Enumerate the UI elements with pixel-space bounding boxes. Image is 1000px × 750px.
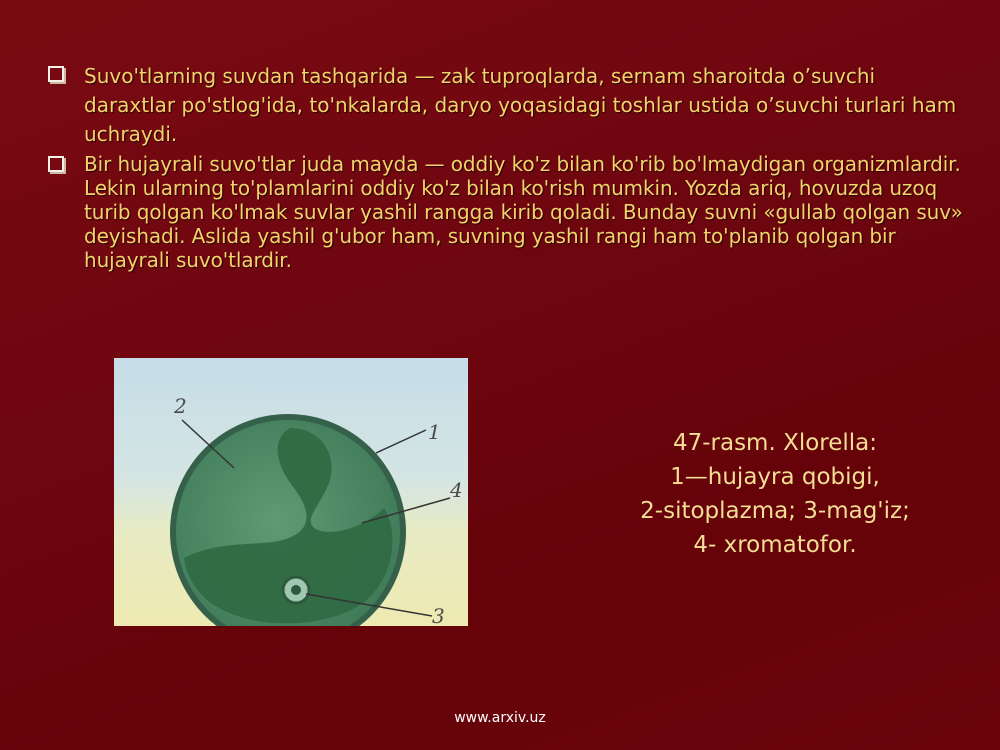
- label-3: 3: [432, 604, 445, 628]
- checkbox-bullet-icon: [48, 156, 64, 172]
- bullet-text: Suvo'tlarning suvdan tashqarida — zak tuproqlarda, sernam sharoitda o’suvchi daraxtlar po'stlog'ida, to'nkalarda, daryo yoqasidagi toshlar ustida o’suvchi turlari ham uchraydi.: [84, 64, 957, 146]
- footer-url: www.arxiv.uz: [454, 710, 546, 726]
- bullet-text: Bir hujayrali suvo'tlar juda mayda — oddiy ko'z bilan ko'rib bo'lmaydigan organizmlardir. Lekin ularning to'plamlarini oddiy ko'z bilan ko'rish mumkin. Yozda ariq, hovuzda uzoq turib qolgan ko'lmak suvlar yashil rangga kirib qoladi. Bunday suvni «gullab qolgan suv» deyishadi. Aslida yashil g'ubor ham, suvning yashil rangi ham to'planib qolgan bir hujayrali suvo'tlardir.: [84, 152, 963, 272]
- caption-line: 1—hujayra qobigi,: [670, 464, 880, 490]
- label-1: 1: [428, 420, 441, 444]
- cell-drawing: [114, 358, 468, 626]
- checkbox-bullet-icon: [48, 66, 64, 82]
- caption-line: 4- xromatofor.: [693, 532, 857, 558]
- bullet-item: [44, 62, 964, 149]
- pointer-line-1: [376, 430, 426, 453]
- label-4: 4: [450, 478, 463, 502]
- caption-line: 47-rasm. Xlorella:: [672, 430, 878, 456]
- bullet-item: [44, 152, 964, 272]
- nucleolus: [291, 585, 301, 595]
- label-2: 2: [174, 394, 187, 418]
- caption-line: 2-sitoplazma; 3-mag'iz;: [640, 498, 910, 524]
- figure-caption: [590, 426, 960, 562]
- chlorella-illustration: [114, 358, 468, 626]
